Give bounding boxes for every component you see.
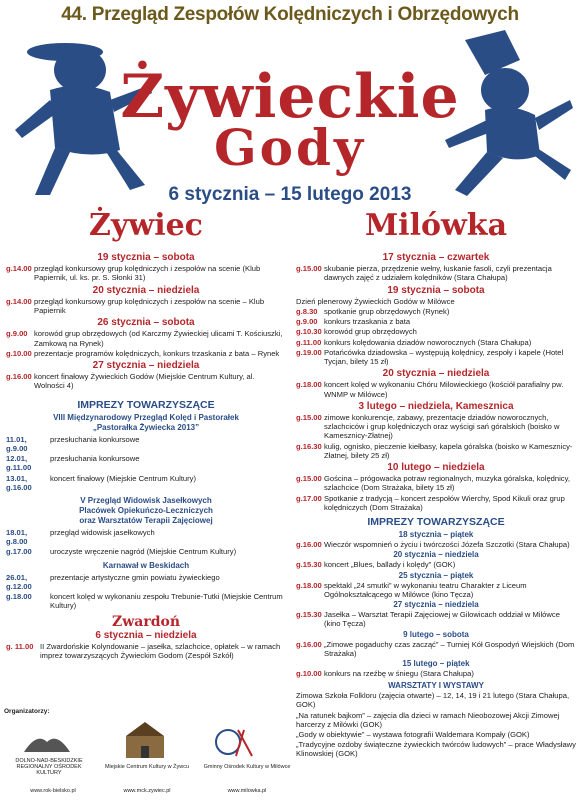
event-time: g.16.00 [296, 540, 322, 550]
rok-logo-icon [22, 728, 72, 756]
event-text: przegląd konkursowy grup kolędniczych i zespołów na scenie (Klub Papiernik, ul. ks. pr. S. Słonki 31) [34, 264, 261, 283]
day-heading: 19 stycznia – sobota [97, 252, 195, 263]
organizer-name: Miejskie Centrum Kultury w Żywcu [104, 764, 190, 770]
day-heading: 17 stycznia – czwartek [382, 252, 490, 263]
event-time: 18.01, g.8.00 [6, 528, 28, 547]
side-day-heading: 25 stycznia – piątek [398, 570, 474, 580]
festival-subtitle: V Przegląd Widowisk Jasełkowych [80, 496, 212, 506]
event-row [296, 317, 576, 326]
event-row [296, 669, 576, 678]
event-text: uroczyste wręczenie nagród (Miejskie Centrum Kultury) [50, 547, 237, 557]
column-heading-zywiec: Żywiec [89, 208, 203, 243]
main-title-gody: Gody [213, 118, 367, 177]
event-time: g.14.00 [6, 296, 32, 306]
festival-dates: 6 stycznia – 15 lutego 2013 [168, 184, 412, 205]
event-time: g. 11.00 [6, 641, 34, 651]
organizers-label: Organizatorzy: [4, 708, 50, 715]
event-text: koncert kolęd w wykonaniu zespołu Trebunie-Tutki (Miejskie Centrum Kultury) [50, 592, 283, 611]
event-row [296, 560, 576, 569]
event-time: g.16.00 [6, 372, 32, 382]
event-time: 11.01, g.9.00 [6, 434, 28, 454]
day-heading: 20 stycznia – niedziela [92, 284, 200, 296]
event-row [6, 592, 286, 610]
festival-subtitle: oraz Warsztatów Terapii Zajęciowej [79, 516, 213, 526]
event-text: przegląd konkursowy grup kolędniczych i zespołów na scenie – Klub Papiernik [34, 296, 265, 316]
event-time: g.10.00 [6, 348, 32, 358]
day-intro: Dzień plenerowy Żywieckich Godów w Milówce [296, 296, 455, 306]
event-time: 12.01, g.11.00 [6, 454, 32, 473]
event-row [296, 380, 576, 398]
organizer-url[interactable]: www.rok-bielsko.pl [30, 788, 76, 794]
event-time: g.9.00 [6, 329, 28, 339]
event-time: g.16.30 [296, 441, 322, 451]
event-row [296, 581, 576, 599]
workshop-item: „Na ratunek bajkom” – zajęcia dla dzieci w ramach Nieobozowej Akcji Zimowej harcerzy z Milówki (GOK) [296, 710, 560, 729]
event-time: g.17.00 [6, 547, 32, 557]
event-text: koncert finałowy Żywieckich Godów (Miejskie Centrum Kultury, al. Wolności 4) [34, 372, 255, 391]
event-row [6, 435, 286, 453]
organizer-name: DOLNO-NAD-BESKIDZKIE REGIONALNY OŚRODEK KULTURY [15, 758, 83, 776]
event-text: konkurs kolędowania dziadów noworocznych (Stara Chałupa) [324, 337, 532, 347]
day-heading: 10 lutego – niedziela [387, 462, 485, 474]
column-heading-milowka: Milówka [364, 208, 508, 243]
event-time: g.14.00 [6, 264, 32, 274]
event-time: g.15.00 [296, 264, 322, 274]
event-text: II Zwardońskie Kolyndowanie – jasełka, szlachcice, opłatek – w ramach imprez towarzyszących Żywieckim Godom (Zespół Szkół) [40, 641, 281, 661]
event-text: Spotkanie z tradycją – koncert zespołów Wierchy, Spod Kikuli oraz grup kolędniczych (Dom Strażaka) [324, 493, 565, 512]
organizer-name: Gminny Ośrodek Kultury w Milówce [203, 764, 291, 770]
event-text: przesłuchania konkursowe [50, 454, 140, 464]
event-time: g.17.00 [296, 493, 322, 503]
zywiec-column [6, 250, 286, 661]
workshop-item: „Tradycyjne ozdoby świąteczne żywieckich twórców ludowych” – prace Władysławy Klinowskiej (GOK) [296, 740, 576, 759]
festival-subtitle: Placówek Opiekuńczo-Leczniczych [79, 506, 213, 516]
gok-logo-icon [214, 724, 254, 760]
event-row [6, 372, 286, 390]
organizer-url[interactable]: www.mck.zywiec.pl [123, 788, 171, 794]
side-day-heading: 15 lutego – piątek [402, 658, 470, 668]
event-row [296, 540, 576, 549]
event-row [6, 329, 286, 347]
workshops-list [296, 691, 576, 758]
workshop-item: „Gody w obiektywie” – wystawa fotografii Waldemara Kompały (GOK) [296, 729, 530, 739]
event-time: g.15.00 [296, 413, 322, 423]
festival-subtitle: VIII Międzynarodowy Przegląd Kolęd i Pastorałek [53, 412, 239, 422]
event-row [296, 348, 576, 366]
event-text: koncert finałowy (Miejskie Centrum Kultury) [50, 473, 197, 483]
festival-title: 44. Przegląd Zespołów Kolędniczych i Obrzędowych [61, 4, 519, 25]
day-heading: 20 stycznia – niedziela [382, 368, 490, 380]
event-time: 13.01, g.16.00 [6, 473, 32, 492]
event-time: g.15.30 [296, 610, 322, 620]
event-time: g.19.00 [296, 347, 322, 357]
event-time: g.9.00 [296, 317, 318, 327]
milowka-column [296, 250, 576, 760]
event-row [296, 442, 576, 460]
organizers-section [4, 708, 294, 798]
event-text: konkurs na rzeźbę w śniegu (Stara Chałupa) [324, 668, 474, 678]
festival-subtitle: Karnawał w Beskidach [102, 560, 190, 570]
event-text: „Zimowe pogaduchy czas zacząć” – Turniej Kół Gospodyń Wiejskich (Dom Strażaka) [324, 639, 575, 658]
event-row [296, 338, 576, 347]
day-heading: 6 stycznia – niedziela [95, 629, 197, 641]
event-time: g.10.30 [296, 327, 322, 337]
event-row [296, 413, 576, 441]
event-row [6, 547, 286, 556]
side-day-heading: 27 stycznia – niedziela [393, 600, 479, 610]
event-row [296, 494, 576, 512]
event-time: g.16.00 [296, 639, 322, 649]
event-text: Jasełka – Warsztat Terapii Zajęciowej w Gilowicach oddział w Milówce (kino Tęcza) [324, 610, 560, 629]
event-row [6, 528, 286, 546]
event-time: g.15.30 [296, 560, 322, 570]
event-text: koncert kolęd w wykonaniu Chóru Milowieckiego (kościół parafialny pw. WNMP w Milówce) [324, 380, 564, 399]
event-text: zimowe konkurencje, zabawy, prezentacje dziadów noworocznych, szlachciców i grup kolędniczych oraz wyścigi sań góralskich (boisko w Kamesznicy-Złatnej) [324, 413, 560, 441]
workshop-item: Zimowa Szkoła Folkloru (zajęcia otwarte) – 12, 14, 19 i 21 lutego (Stara Chałupa, GOK) [296, 691, 570, 710]
day-heading: 19 stycznia – sobota [387, 284, 485, 296]
event-row [6, 573, 286, 591]
side-events-heading: IMPREZY TOWARZYSZĄCE [367, 516, 505, 529]
main-title-zywieckie: Żywieckie [120, 62, 460, 132]
event-text: skubanie pierza, przędzenie wełny, łuskanie fasoli, czyli prezentacja dawnych zajęć z udziałem kolędników (Stara Chałupa) [324, 264, 552, 283]
event-row [6, 642, 286, 660]
mck-building-icon [122, 720, 168, 760]
side-day-heading: 20 stycznia – niedziela [393, 550, 479, 560]
event-row [296, 640, 576, 658]
festival-subtitle: „Pastorałka Żywiecka 2013” [92, 422, 200, 432]
event-text: Wieczór wspomnień o życiu i twórczości Józefa Szczotki (Stara Chałupa) [324, 540, 570, 550]
event-row [296, 264, 576, 282]
event-time: g.18.00 [6, 592, 32, 602]
event-time: g.10.00 [296, 668, 322, 678]
event-text: korowód grup obrzędowych (od Karczmy Żywieckiej ulicami T. Kościuszki, Zamkową na Rynek) [34, 329, 283, 348]
event-row [296, 474, 576, 492]
event-text: przesłuchania konkursowe [50, 434, 140, 444]
organizer-url[interactable]: www.milowka.pl [227, 788, 267, 794]
event-text: kulig, ognisko, pieczenie kiełbasy, kapela góralska (boisko w Kamesznicy-Złatnej, bilety 25 zł) [324, 441, 573, 460]
event-row [6, 454, 286, 472]
event-row [296, 327, 576, 336]
event-time: g.8.30 [296, 307, 318, 317]
event-time: g.11.00 [296, 337, 322, 347]
event-text: Potańcówka dziadowska – występują kolędnicy, zespoły i kapele (Hotel Tycjan, bilety 15 zł) [324, 347, 564, 367]
side-day-heading: 9 lutego – sobota [403, 629, 469, 639]
event-text: przegląd widowisk jasełkowych [50, 528, 155, 538]
event-row [6, 474, 286, 492]
event-time: g.18.00 [296, 380, 322, 390]
event-row [6, 349, 286, 358]
event-text: Gościna – prógowacka potraw regionalnych, muzyka góralska, kolędnicy, szlachcice (Dom Strażaka, bilety 15 zł) [324, 474, 570, 493]
event-row [6, 264, 286, 282]
event-row [6, 297, 286, 315]
event-text: korowód grup obrzędowych [324, 327, 417, 337]
event-time: g.18.00 [296, 580, 322, 590]
event-text: spektakl „24 smutki” w wykonaniu teatru Charakter z Liceum Ogólnokształcącego w Milówce (kino Tęcza) [324, 580, 527, 599]
side-day-heading: 18 stycznia – piątek [398, 530, 474, 540]
day-heading: 26 stycznia – sobota [97, 317, 195, 329]
event-row [296, 610, 576, 628]
event-time: 26.01, g.12.00 [6, 572, 32, 591]
event-row [296, 307, 576, 316]
event-text: konkurs trzaskania z bata [324, 317, 411, 327]
day-heading: 27 stycznia – niedziela [92, 360, 200, 372]
event-time: g.15.00 [296, 474, 322, 484]
event-text: prezentacje programów kolędniczych, konkurs trzaskania z bata – Rynek [34, 348, 280, 358]
event-text: prezentacje artystyczne gmin powiatu żywieckiego [50, 572, 220, 582]
event-text: koncert „Blues, ballady i kolędy” (GOK) [324, 560, 456, 570]
zwardon-heading: Zwardoń [111, 614, 181, 631]
day-heading: 3 lutego – niedziela, Kamesznica [358, 400, 514, 412]
workshops-heading: WARSZTATY I WYSTAWY [388, 681, 484, 691]
side-events-heading: IMPREZY TOWARZYSZĄCE [77, 398, 215, 411]
event-text: spotkanie grup obrzędowych (Rynek) [324, 307, 450, 317]
